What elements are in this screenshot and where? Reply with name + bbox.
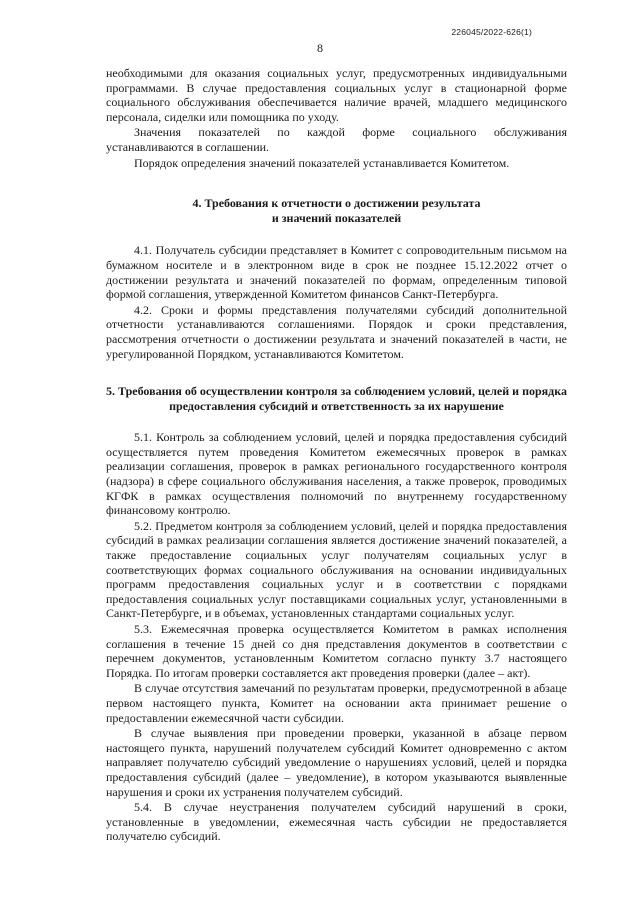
section-5-paragraph-4: В случае отсутствия замечаний по результатам проверки, предусмотренной в абзаце первом настоящего пункта, Комитет на основании акта принимает решение о предоставлении ежемесячной части субсидии. bbox=[106, 681, 567, 725]
section-5-title-line-1: 5. Требования об осуществлении контроля за соблюдением условий, целей и порядка bbox=[106, 384, 567, 399]
section-5-paragraph-5: В случае выявления при проведении проверки, указанной в абзаце первом настоящего пункта, нарушений получателем субсидий Комитет одновременно с актом направляет получателю субсидий уведомление о нарушениях условий, целей и порядка предоставления субсидий (далее – уведомление), в котором указываются выявленные нарушения и сроки их устранения получателем субсидий. bbox=[106, 726, 567, 799]
intro-paragraph-1: необходимыми для оказания социальных услуг, предусмотренных индивидуальными программами. В случае предоставления социальных услуг в стационарной форме социального обслуживания обеспечивается наличие врачей, младшего медицинского персонала, сиделки или помощника по уходу. bbox=[106, 66, 567, 124]
intro-paragraph-2: Значения показателей по каждой форме социального обслуживания устанавливаются в соглашении. bbox=[106, 125, 567, 154]
section-5-paragraph-6: 5.4. В случае неустранения получателем субсидий нарушений в сроки, установленные в уведомлении, ежемесячная часть субсидии не предоставляется получателю субсидий. bbox=[106, 800, 567, 844]
section-5-paragraph-1: 5.1. Контроль за соблюдением условий, целей и порядка предоставления субсидий осуществляется путем проведения Комитетом ежемесячных проверок в рамках реализации соглашения, проверок в рамках регионального государственного контроля (надзора) в сфере социального обслуживания населения, а также проверок, проводимых КГФК в рамках осуществления полномочий по внутреннему государственному финансовому контролю. bbox=[106, 430, 567, 518]
section-4-heading bbox=[106, 196, 567, 225]
section-5-title-line-2: предоставления субсидий и ответственность за их нарушение bbox=[169, 398, 504, 413]
section-5-heading bbox=[106, 384, 567, 413]
section-4-paragraph-2: 4.2. Сроки и формы представления получателями субсидий дополнительной отчетности устанавливаются соглашениями. Порядок и сроки представления, рассмотрения отчетности о достижении результата и значений показателей в части, не урегулированной Порядком, устанавливаются Комитетом. bbox=[106, 302, 567, 361]
page-number: 8 bbox=[317, 41, 323, 55]
section-4-paragraph-1: 4.1. Получатель субсидии представляет в Комитет с сопроводительным письмом на бумажном носителе и в электронном виде в срок не позднее 15.12.2022 отчет о достижении результата и значений показателей по формам, определенным типовой формой соглашения, утвержденной Комитетом финансов Санкт-Петербурга. bbox=[106, 243, 567, 302]
document-number: 226045/2022-626(1) bbox=[451, 27, 532, 37]
section-5-paragraph-2: 5.2. Предметом контроля за соблюдением условий, целей и порядка предоставления субсидий в рамках реализации соглашения является достижение значений показателей, а также предоставление социальных услуг получателям социальных услуг в соответствующих формах социального обслуживания на основании индивидуальных программ предоставления социальных услуг и в соответствии с порядками предоставления социальных услуг поставщиками социальных услуг, установленными в Санкт-Петербурге, и в объемах, установленных стандартами социальных услуг. bbox=[106, 518, 567, 621]
section-5-paragraph-3: 5.3. Ежемесячная проверка осуществляется Комитетом в рамках исполнения соглашения в течение 15 дней со дня представления документов в соответствии с перечнем документов, установленным Комитетом согласно пункту 3.7 настоящего Порядка. По итогам проверки составляется акт проведения проверки (далее – акт). bbox=[106, 622, 567, 680]
section-4-title-line-2: и значений показателей bbox=[271, 210, 402, 225]
section-4-title-line-1: 4. Требования к отчетности о достижении результата bbox=[192, 196, 481, 211]
intro-paragraph-3: Порядок определения значений показателей устанавливается Комитетом. bbox=[134, 155, 510, 170]
page-content bbox=[106, 66, 567, 844]
